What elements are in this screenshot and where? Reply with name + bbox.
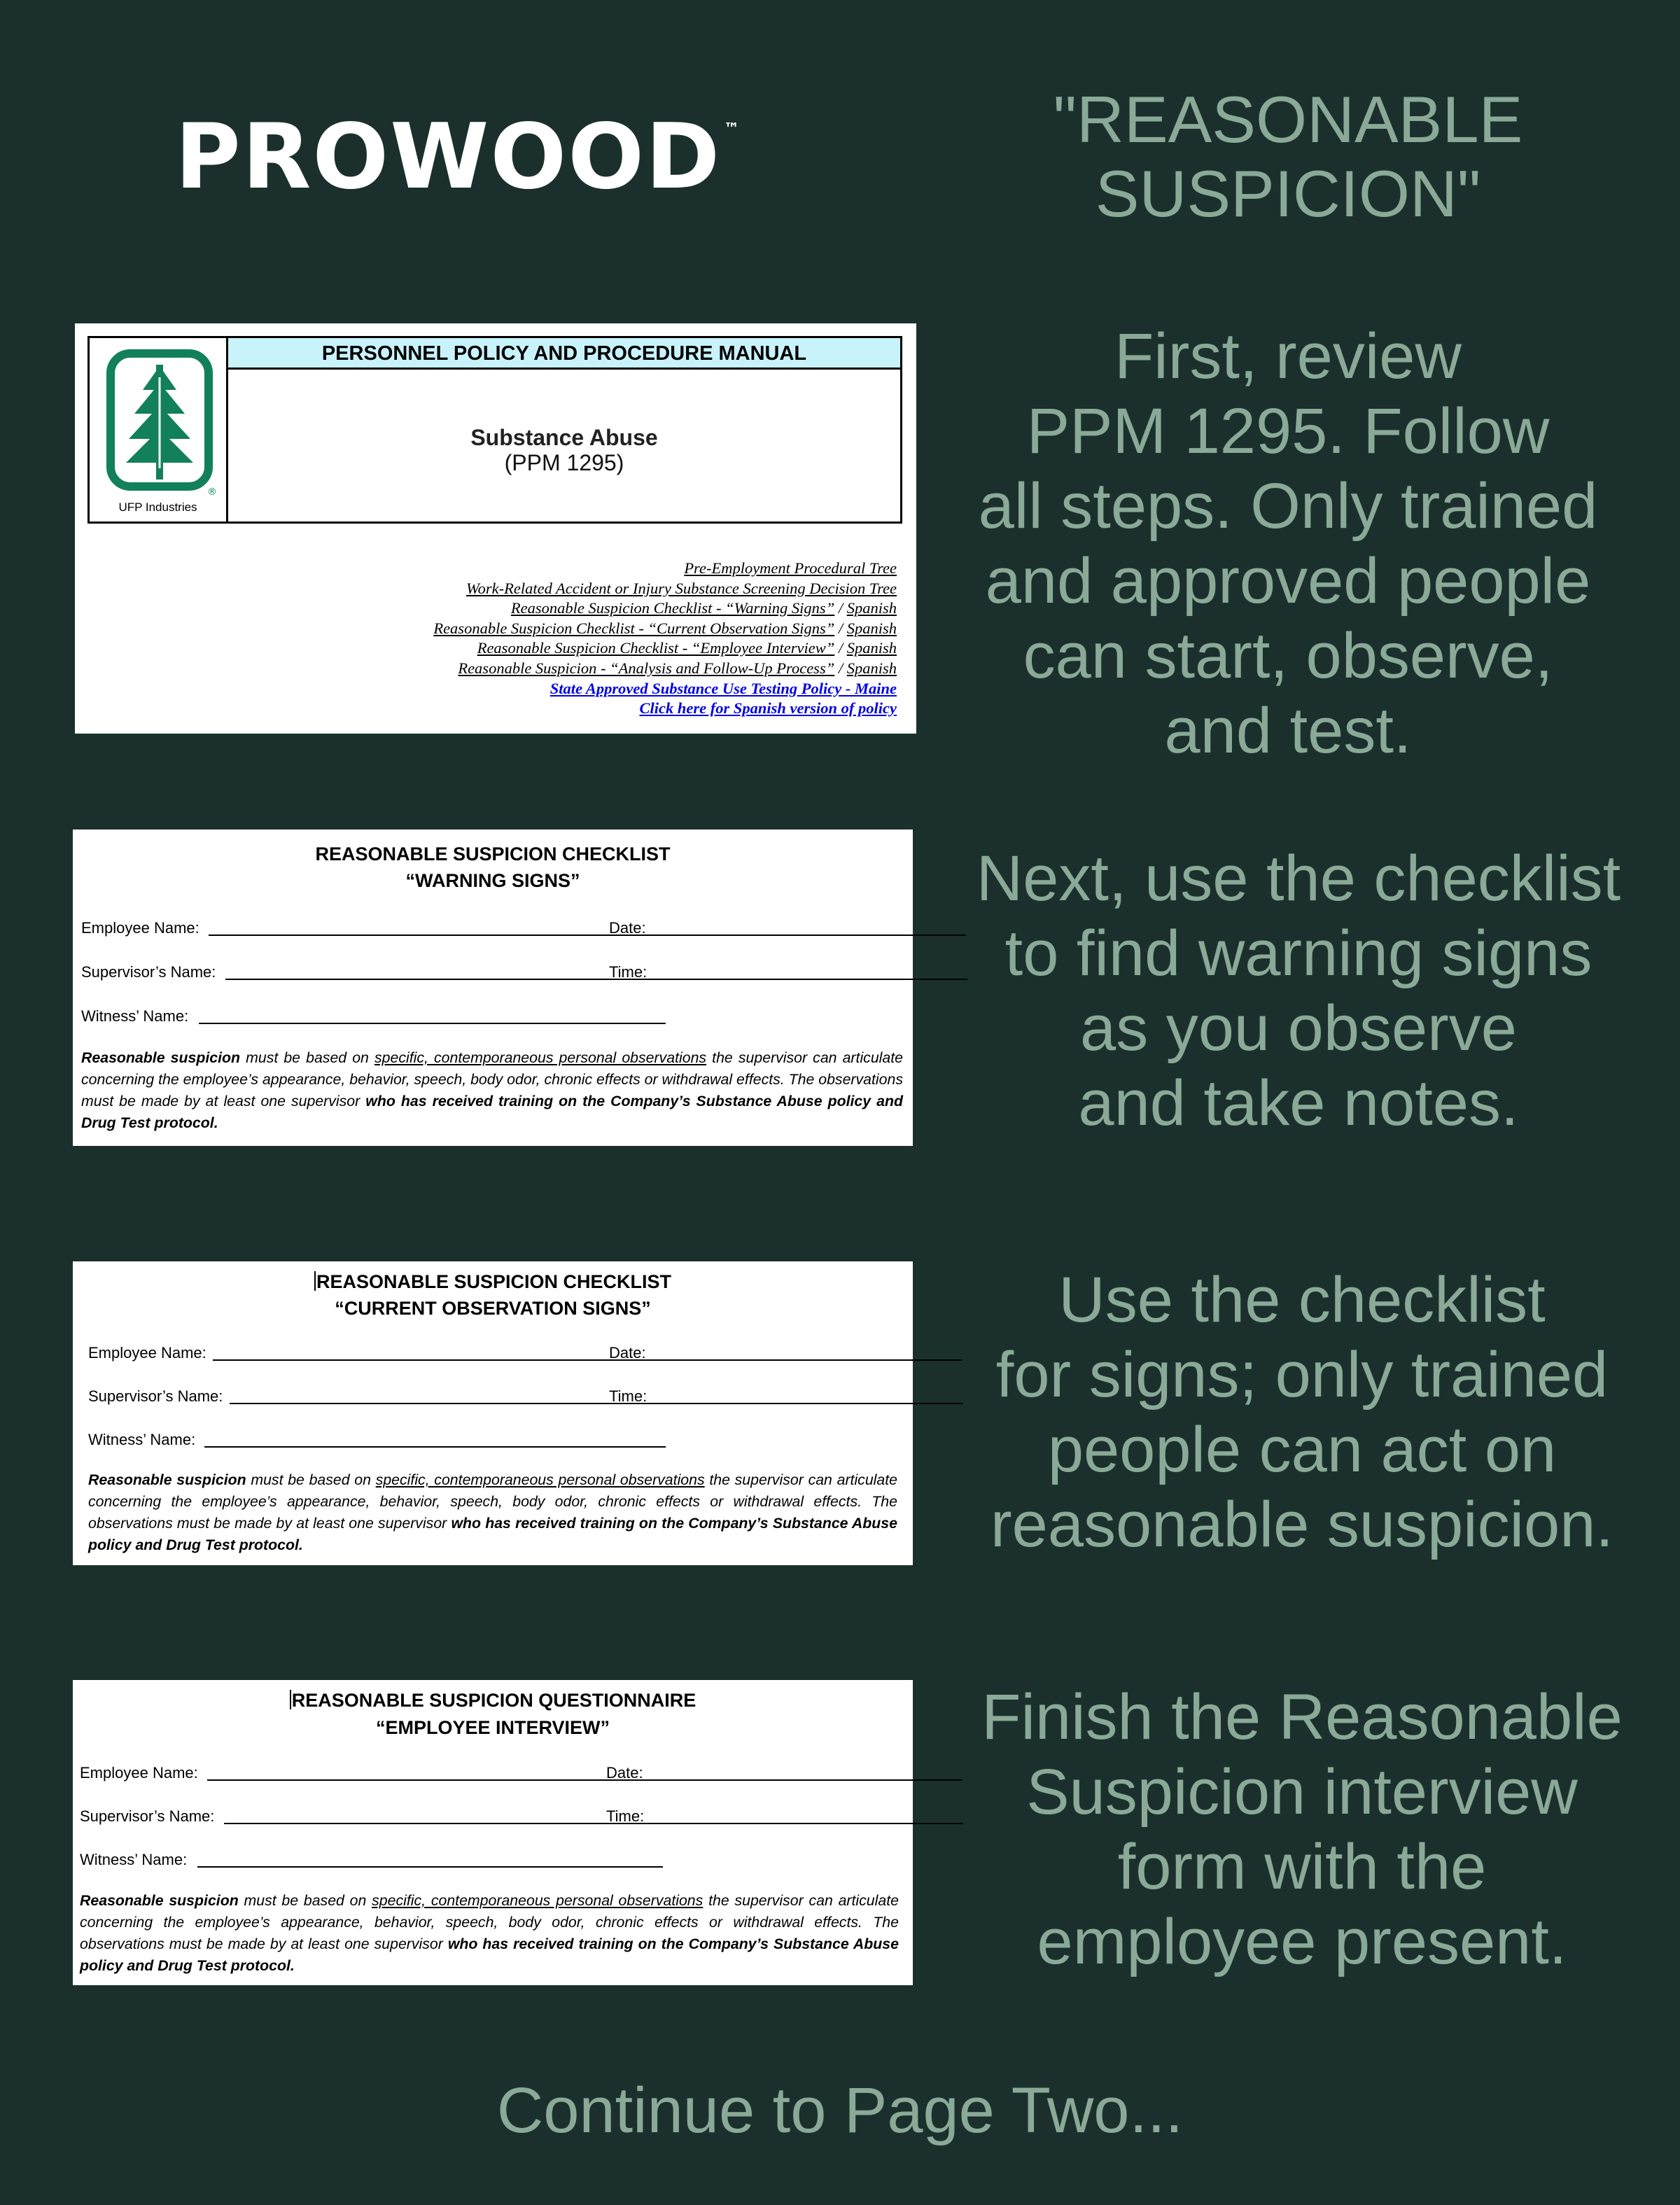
warning-signs-checklist-card <box>73 830 913 1146</box>
link-row <box>127 679 897 699</box>
time-label: Time: <box>606 1807 645 1825</box>
note-emphasis: specific, contemporaneous personal observations <box>374 1049 707 1066</box>
witness-name-label: Witness’ Name: <box>88 1431 196 1448</box>
policy-manual-card <box>75 323 916 734</box>
date-field[interactable] <box>652 934 966 936</box>
policy-number: (PPM 1295) <box>504 450 624 475</box>
link-separator: / <box>834 619 847 637</box>
note-text: must be based on <box>238 1892 372 1909</box>
time-field[interactable] <box>651 1823 963 1824</box>
maine-policy-link[interactable]: State Approved Substance Use Testing Policy - Maine <box>550 679 897 697</box>
spanish-link[interactable]: Spanish <box>846 599 897 617</box>
logo-text: PROWOOD <box>175 105 722 209</box>
form-subtitle: “EMPLOYEE INTERVIEW” <box>375 1717 610 1738</box>
time-label: Time: <box>609 963 648 981</box>
trademark-symbol: ™ <box>724 120 741 138</box>
form-title-text: REASONABLE SUSPICION QUESTIONNAIRE <box>291 1690 696 1711</box>
employee-name-field[interactable] <box>207 1779 663 1781</box>
spanish-policy-link[interactable]: Click here for Spanish version of policy <box>639 699 897 718</box>
ufp-logo-cell <box>90 338 228 522</box>
link-row <box>127 659 897 679</box>
note-text: must be based on <box>240 1049 374 1066</box>
date-label: Date: <box>609 1344 646 1362</box>
note-requirement: who has received training on the Company’s Substance Abuse policy and Drug Test protocol. <box>81 1093 903 1131</box>
note-text: the supervisor can articulate concerning the employee’s appearance, behavior, speech, body odor, chronic effects or withdrawal effects. The observations must be made by at least one supervisor <box>81 1049 904 1110</box>
employee-name-label: Employee Name: <box>81 919 200 937</box>
note-emphasis: specific, contemporaneous personal observations <box>375 1471 705 1488</box>
form-subtitle: “WARNING SIGNS” <box>405 870 580 891</box>
time-field[interactable] <box>654 979 967 980</box>
manual-header: PERSONNEL POLICY AND PROCEDURE MANUAL <box>228 338 900 370</box>
note-emphasis: specific, contemporaneous personal observations <box>372 1892 704 1909</box>
link-separator: / <box>834 639 847 657</box>
form-title <box>73 1687 913 1714</box>
supervisor-name-field[interactable] <box>230 1403 666 1404</box>
company-name: UFP Industries <box>118 500 197 514</box>
reasonable-suspicion-note <box>81 1047 903 1134</box>
note-requirement: who has received training on the Company’s Substance Abuse policy and Drug Test protocol. <box>88 1515 897 1553</box>
employee-name-label: Employee Name: <box>88 1344 206 1362</box>
step-3-text: Use the checklist for signs; only trained people can act on reasonable suspicion. <box>990 1264 1614 1560</box>
employee-name-field[interactable] <box>213 1359 666 1361</box>
note-term: Reasonable suspicion <box>80 1892 239 1909</box>
policy-link[interactable]: Reasonable Suspicion - “Analysis and Follow-Up Process” <box>458 659 835 677</box>
time-label: Time: <box>609 1387 648 1405</box>
link-row <box>127 598 897 619</box>
witness-name-field[interactable] <box>199 1023 666 1024</box>
prowood-logo <box>175 105 833 209</box>
link-separator: / <box>834 599 847 617</box>
date-label: Date: <box>609 919 646 937</box>
supervisor-name-label: Supervisor’s Name: <box>80 1807 215 1825</box>
step-4-text: Finish the Reasonable Suspicion interview form with the employee present. <box>981 1681 1623 1977</box>
witness-name-label: Witness’ Name: <box>81 1007 189 1025</box>
text-cursor <box>290 1690 291 1709</box>
policy-header-frame <box>88 336 902 524</box>
policy-links <box>127 559 897 719</box>
note-term: Reasonable suspicion <box>88 1471 246 1488</box>
svg-text:®: ® <box>207 486 217 498</box>
note-text: the supervisor can articulate concerning the employee’s appearance, behavior, speech, body odor, chronic effects or withdrawal effects. The observations must be made by at least one supervisor <box>88 1471 898 1532</box>
date-field[interactable] <box>651 1359 962 1361</box>
employee-name-field[interactable] <box>209 934 666 936</box>
link-row <box>127 559 897 579</box>
step-2-text: Next, use the checklist to find warning signs as you observe and take notes. <box>976 843 1621 1139</box>
form-subtitle: “CURRENT OBSERVATION SIGNS” <box>335 1298 651 1319</box>
spanish-link[interactable]: Spanish <box>846 659 897 677</box>
text-cursor <box>314 1271 316 1291</box>
policy-link[interactable]: Pre-Employment Procedural Tree <box>684 559 897 577</box>
employee-name-label: Employee Name: <box>80 1764 198 1782</box>
form-title-text: REASONABLE SUSPICION CHECKLIST <box>316 1271 672 1292</box>
tree-logo-icon <box>104 349 216 496</box>
link-row <box>127 699 897 719</box>
policy-link[interactable]: Reasonable Suspicion Checklist - “Warning Signs” <box>510 599 835 617</box>
date-field[interactable] <box>650 1779 962 1781</box>
policy-link[interactable]: Reasonable Suspicion Checklist - “Current Observation Signs” <box>433 619 835 637</box>
supervisor-name-label: Supervisor’s Name: <box>81 963 216 981</box>
continue-footer: Continue to Page Two... <box>496 2075 1184 2146</box>
supervisor-name-field[interactable] <box>224 1823 663 1824</box>
time-field[interactable] <box>652 1403 963 1404</box>
policy-link[interactable]: Reasonable Suspicion Checklist - “Employee Interview” <box>477 639 835 657</box>
note-text: must be based on <box>246 1471 376 1488</box>
link-row <box>127 638 897 659</box>
observation-signs-checklist-card <box>73 1261 913 1565</box>
witness-name-field[interactable] <box>197 1866 663 1868</box>
witness-name-label: Witness’ Name: <box>80 1851 188 1868</box>
witness-name-field[interactable] <box>204 1446 666 1448</box>
spanish-link[interactable]: Spanish <box>846 619 897 637</box>
spanish-link[interactable]: Spanish <box>846 639 897 657</box>
policy-link[interactable]: Work-Related Accident or Injury Substance Screening Decision Tree <box>465 579 897 597</box>
form-title <box>73 1268 913 1295</box>
link-row <box>127 619 897 639</box>
employee-interview-questionnaire-card <box>73 1680 913 1985</box>
reasonable-suspicion-note <box>88 1469 897 1556</box>
link-separator: / <box>834 659 847 677</box>
step-1-text: First, review PPM 1295. Follow all steps. Only trained and approved people can start, observe, and test. <box>978 321 1598 766</box>
policy-title: Substance Abuse <box>470 425 658 450</box>
page-title: "REASONABLE SUSPICION" <box>1053 83 1523 230</box>
supervisor-name-label: Supervisor’s Name: <box>88 1387 223 1405</box>
date-label: Date: <box>606 1764 643 1782</box>
note-text: the supervisor can articulate concerning the employee’s appearance, behavior, speech, body odor, chronic effects or withdrawal effects. The observations must be made by at least one supervisor <box>80 1892 899 1952</box>
note-requirement: who has received training on the Company’s Substance Abuse policy and Drug Test protocol. <box>80 1935 899 1974</box>
note-term: Reasonable suspicion <box>81 1049 241 1066</box>
supervisor-name-field[interactable] <box>225 979 666 980</box>
form-title: REASONABLE SUSPICION CHECKLIST <box>315 844 671 864</box>
link-row <box>127 579 897 599</box>
reasonable-suspicion-note <box>80 1890 899 1977</box>
